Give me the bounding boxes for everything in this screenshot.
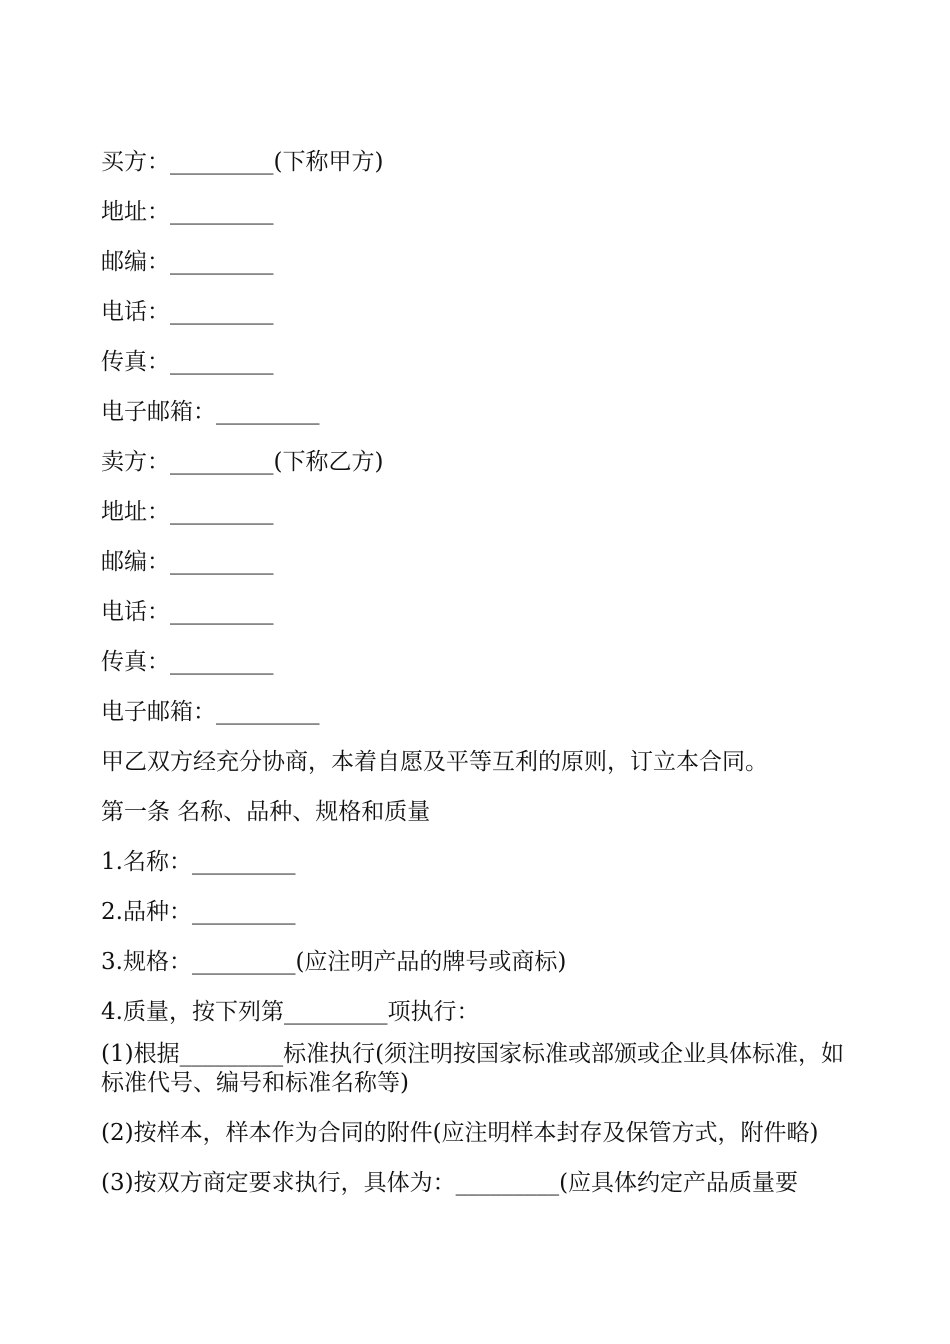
seller-address-line: 地址：_________ (101, 499, 274, 525)
buyer-fax-line: 传真：_________ (101, 349, 274, 375)
buyer-name-line: 买方：_________(下称甲方) (101, 149, 384, 175)
item-variety-line: 2.品种：_________ (101, 899, 296, 925)
item-quality-line: 4.质量，按下列第_________项执行： (101, 999, 480, 1025)
buyer-postcode-line: 邮编：_________ (101, 249, 274, 275)
quality-option-2: (2)按样本，样本作为合同的附件(应注明样本封存及保管方式，附件略) (101, 1120, 819, 1146)
seller-postcode-line: 邮编：_________ (101, 549, 274, 575)
buyer-email-line: 电子邮箱：_________ (101, 399, 320, 425)
buyer-phone-line: 电话：_________ (101, 299, 274, 325)
item-name-line: 1.名称：_________ (101, 849, 296, 875)
preamble-paragraph: 甲乙双方经充分协商，本着自愿及平等互利的原则，订立本合同。 (101, 749, 768, 775)
article-heading: 第一条 名称、品种、规格和质量 (101, 799, 431, 825)
quality-option-3: (3)按双方商定要求执行，具体为：_________(应具体约定产品质量要 (101, 1170, 799, 1196)
seller-email-line: 电子邮箱：_________ (101, 699, 320, 725)
seller-name-line: 卖方：_________(下称乙方) (101, 449, 384, 475)
quality-option-1: (1)根据_________标准执行(须注明按国家标准或部颁或企业具体标准，如标准代号、编号和标准名称等) (101, 1041, 845, 1096)
seller-fax-line: 传真：_________ (101, 649, 274, 675)
contract-body (101, 140, 861, 1219)
seller-phone-line: 电话：_________ (101, 599, 274, 625)
buyer-address-line: 地址：_________ (101, 199, 274, 225)
item-spec-line: 3.规格：_________(应注明产品的牌号或商标) (101, 949, 567, 975)
